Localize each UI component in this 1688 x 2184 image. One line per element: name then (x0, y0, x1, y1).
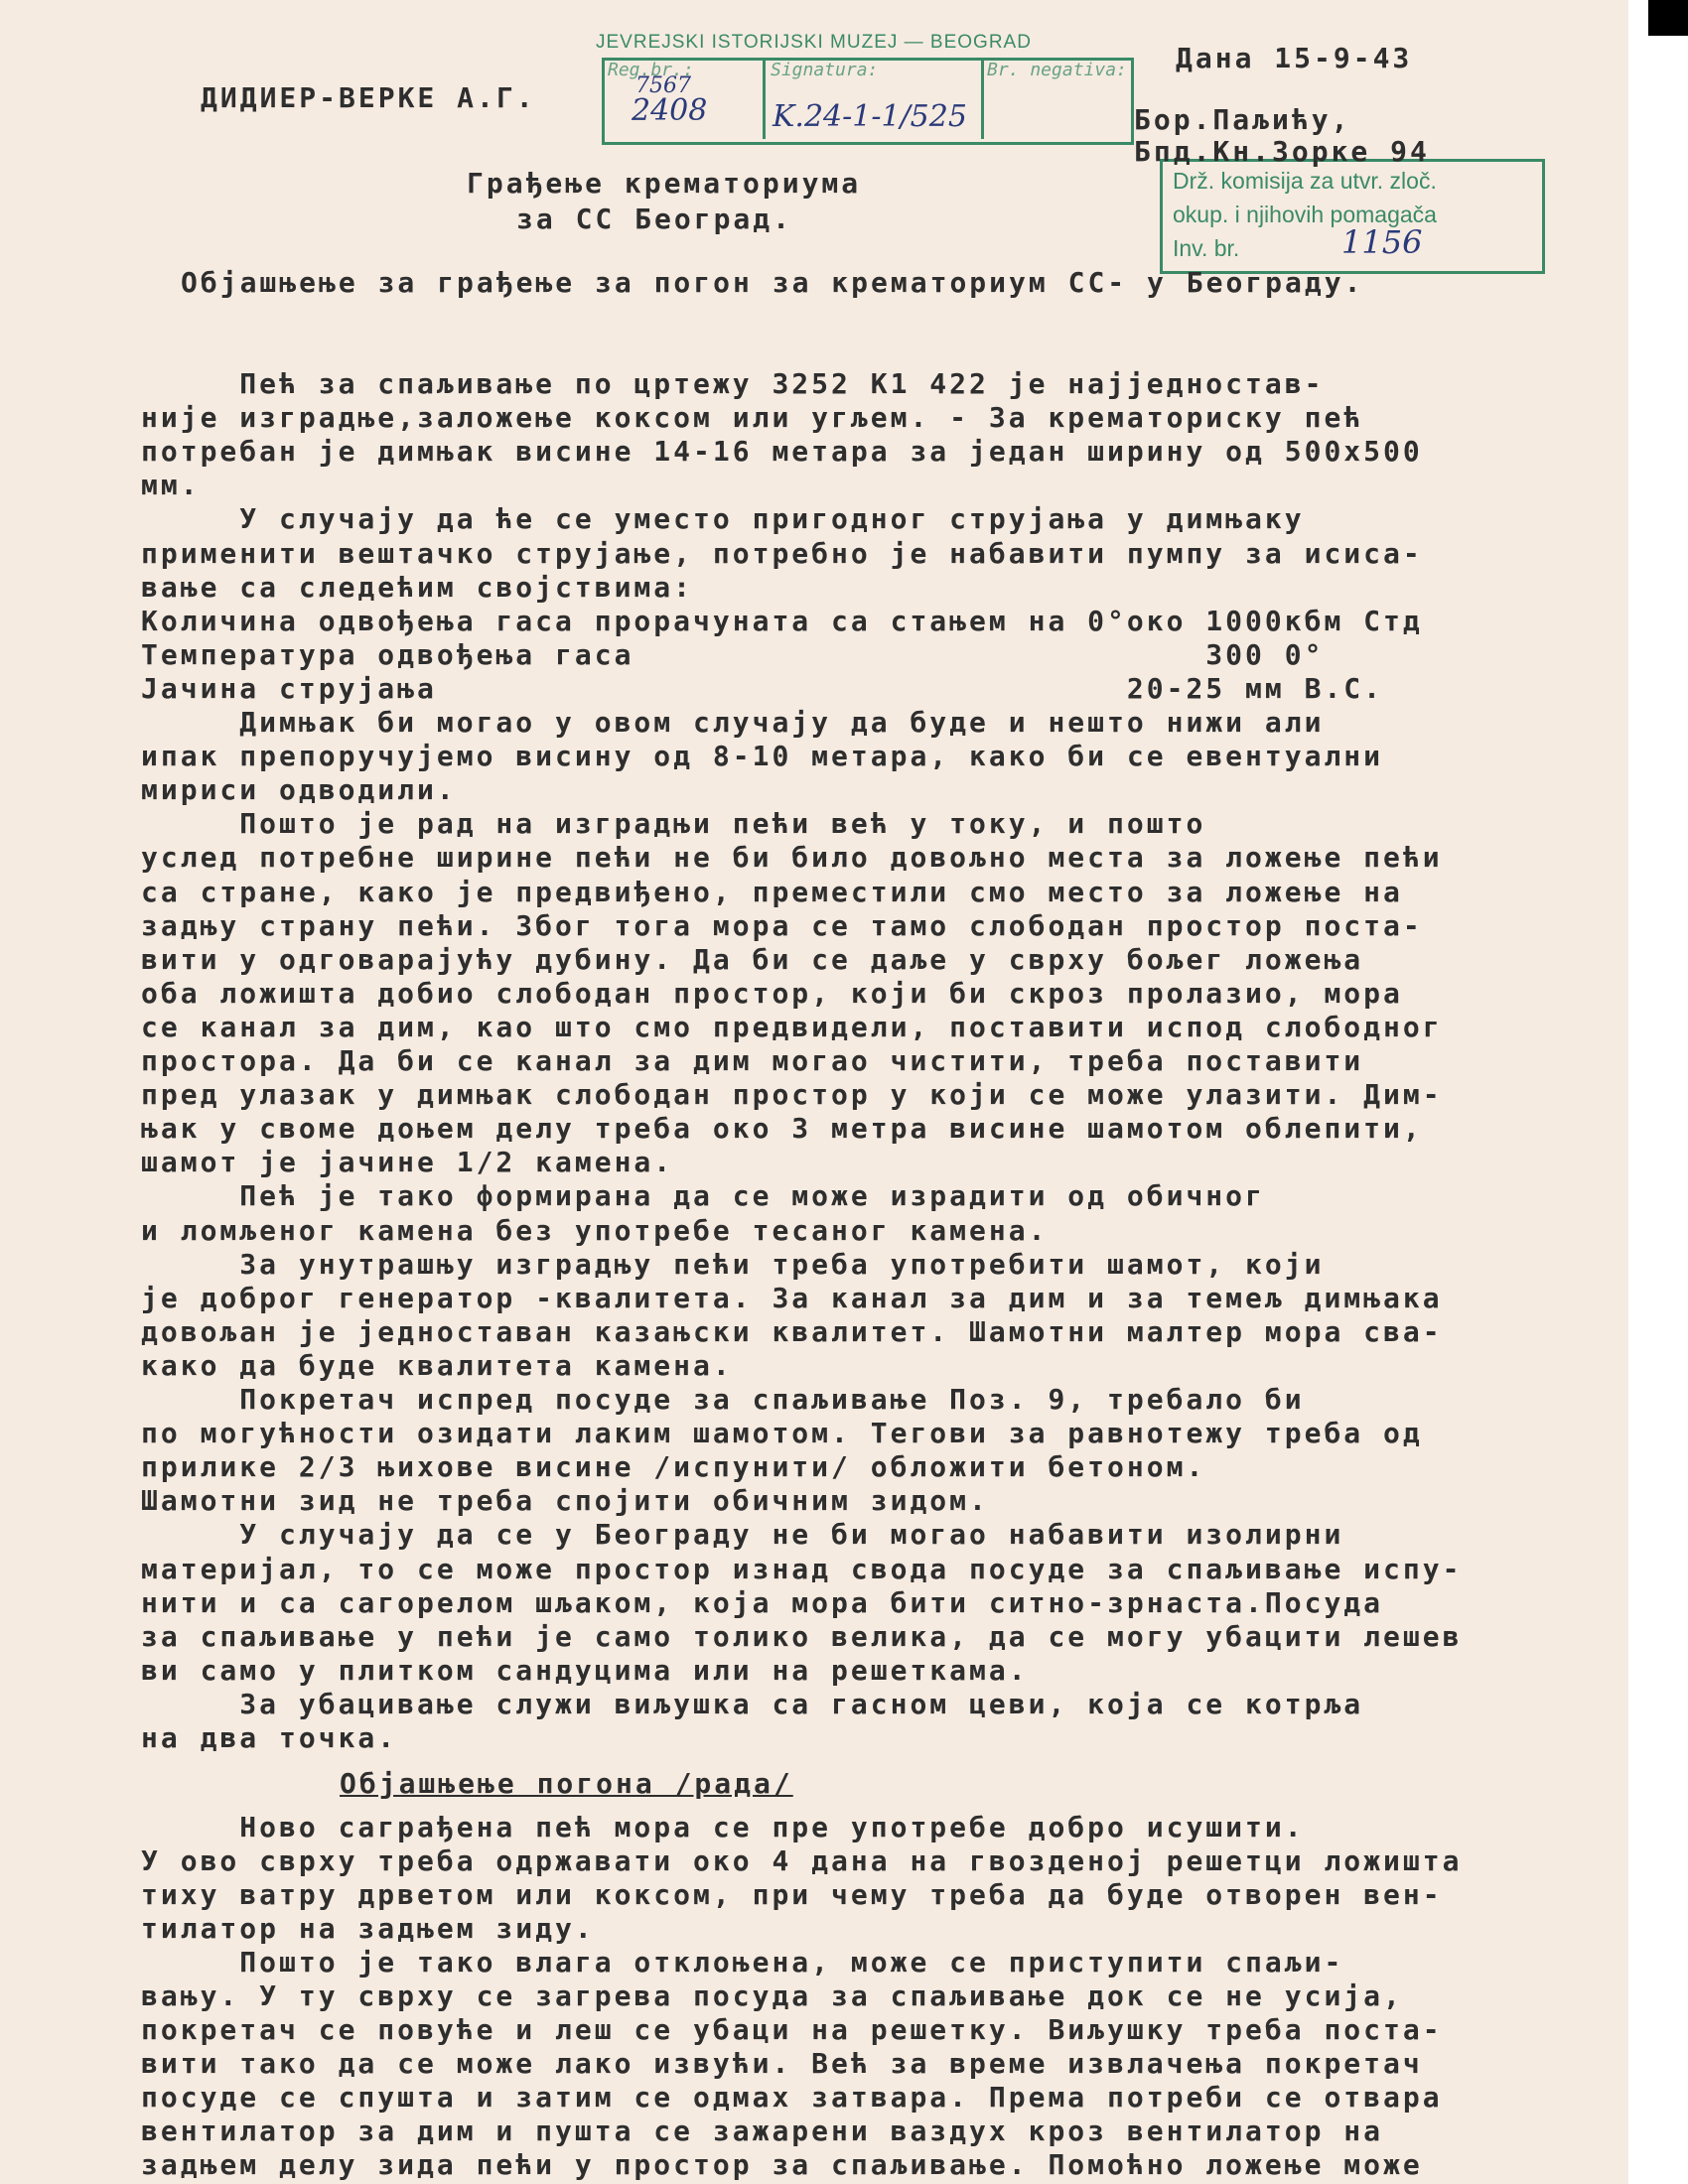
text-line: пред улазак у димњак слободан простор у који се може улазити. Дим- (141, 1078, 1443, 1112)
reg-value-2: 2408 (632, 93, 708, 128)
museum-stamp-divider-1 (763, 58, 766, 139)
text-line: довољан је једноставан казањски квалитет. Шамотни малтер мора сва- (141, 1314, 1443, 1348)
signatura-value: K.24-1-1/525 (773, 99, 967, 134)
commission-stamp-line2: okup. i njihovih pomagača (1173, 202, 1437, 227)
text-line: потребан је димњак висине 14-16 метара за један ширину од 500х500 (141, 435, 1423, 469)
text-line: Јачина струјања 20-25 мм В.С. (141, 671, 1384, 705)
text-line: услед потребне ширине пећи не би било довољно места за ложење пећи (141, 841, 1443, 875)
negative-label: Br. negativa: (987, 60, 1127, 80)
text-line: Димњак би могао у овом случају да буде и нешто нижи али (141, 706, 1325, 739)
commission-stamp (1160, 159, 1545, 274)
museum-stamp-divider-2 (981, 58, 984, 139)
text-line: се канал за дим, као што смо предвидели, поставити испод слободног (141, 1010, 1443, 1043)
text-line: Шамотни зид не треба спојити обичним зидом. (141, 1484, 989, 1518)
text-line: задњу страну пећи. Због тога мора се тамо слободан простор поста- (141, 908, 1423, 942)
text-line: како да буде квалитета камена. (141, 1348, 733, 1382)
text-line: ипак препоручујемо висину од 8-10 метара, како би се евентуални (141, 740, 1384, 773)
title-line-2: за СС Београд. (516, 203, 793, 235)
document-date: Дана 15-9-43 (1176, 42, 1413, 74)
text-line: ви само у плитком сандуцима или на решеткама. (141, 1653, 1029, 1687)
text-line: њак у своме доњем делу треба око 3 метра висине шамотом облепити, (141, 1112, 1423, 1146)
text-line: Покретач испред посуде за спаљивање Поз. 9, требало би (141, 1383, 1305, 1416)
text-line: Пећ је тако формирана да се може израдити од обичног (141, 1179, 1265, 1213)
text-line: прилике 2/3 њихове висине /испунити/ обложити бетоном. (141, 1450, 1206, 1484)
text-line: за спаљивање у пећи је само толико велика, да се могу убацити лешев (141, 1619, 1463, 1653)
text-line: У ово сврху треба одржавати око 4 дана на гвозденој решетци ложишта (141, 1844, 1463, 1877)
text-line: вање са следећим својствима: (141, 570, 694, 604)
text-line: мириси одводили. (141, 773, 457, 807)
signatura-label: Signatura: (771, 60, 879, 80)
commission-stamp-line3: Inv. br. (1173, 235, 1240, 261)
text-line: вентилатор за дим и пушта се зажарени ваздух кроз вентилатор на (141, 2115, 1384, 2147)
text-line: са стране, како је предвиђено, преместили смо место за ложење на (141, 875, 1403, 908)
text-line: задњем делу зида пећи у простор за спаљивање. Помоћно ложење може (141, 2148, 1423, 2181)
commission-inv-number: 1156 (1341, 223, 1423, 261)
text-line: Количина одвођења гаса прорачуната са стањем на 0°око 1000кбм Стд (141, 604, 1423, 637)
recipient-line-1: Бор.Паљићу, (1134, 103, 1351, 136)
text-line: вити тако да се може лако извући. Већ за време извлачења покретач (141, 2047, 1423, 2080)
title-line-1: Грађење крематориума (467, 167, 862, 200)
text-line: Пећ за спаљивање по цртежу 3252 К1 422 је најједностав- (141, 367, 1325, 400)
text-line: простора. Да би се канал за дим могао чистити, треба поставити (141, 1044, 1364, 1077)
text-line: нити и са сагорелом шљаком, која мора бити ситно-зрнаста.Посуда (141, 1585, 1384, 1619)
text-line: мм. (141, 469, 201, 502)
section-2-heading: Објашњење погона /рада/ (340, 1767, 793, 1800)
commission-stamp-line1: Drž. komisija za utvr. zloč. (1173, 168, 1437, 194)
text-line: је доброг генератор -квалитета. За канал за дим и за темељ димњака (141, 1281, 1443, 1314)
text-line: посуде се спушта и затим се одмах затвара. Према потреби се отвара (141, 2081, 1443, 2114)
text-line: Пошто је тако влага отклоњена, може се приступити спаљи- (141, 1946, 1344, 1979)
text-line: материјал, то се може простор изнад свода посуде за спаљивање испу- (141, 1552, 1463, 1585)
reg-label: Reg.br.: (608, 60, 694, 80)
document-subtitle: Објашњење за грађење за погон за крематориум СС- у Београду. (181, 266, 1364, 299)
reg-value-1: 7567 (635, 73, 691, 98)
text-line: У случају да ће се уместо пригодног струјања у димњаку (141, 502, 1305, 536)
text-line: За убацивање служи виљушка са гасном цеви, која се котрља (141, 1687, 1364, 1720)
text-line: по могућности озидати лаким шамотом. Тегови за равнотежу треба од (141, 1417, 1423, 1450)
text-line: и ломљеног камена без употребе тесаног камена. (141, 1213, 1049, 1247)
text-line: За унутрашњу изградњу пећи треба употребити шамот, који (141, 1247, 1325, 1281)
museum-stamp-title: JEVREJSKI ISTORIJSKI MUZEJ — BEOGRAD (596, 32, 1032, 53)
text-line: није изградње,заложење коксом или угљем. - За крематориску пећ (141, 401, 1364, 435)
text-line: применити вештачко струјање, потребно је набавити пумпу за исиса- (141, 536, 1423, 570)
text-line: У случају да се у Београду не би могао набавити изолирни (141, 1518, 1344, 1552)
recipient-line-2: Бпд.Кн.Зорке 94 (1134, 135, 1430, 168)
text-line: Температура одвођења гаса 300 0° (141, 637, 1325, 671)
text-line: тиху ватру дрветом или коксом, при чему треба да буде отворен вен- (141, 1878, 1443, 1911)
text-line: Пошто је рад на изградњи пећи већ у току, и пошто (141, 807, 1206, 841)
text-line: шамот је јачине 1/2 камена. (141, 1146, 674, 1179)
text-line: покретач се повуће и леш се убаци на решетку. Виљушку треба поста- (141, 2013, 1443, 2046)
company-name: ДИДИЕР-ВЕРКЕ А.Г. (201, 81, 536, 114)
text-line: вити у одговарајућу дубину. Да би се даље у сврху бољег ложења (141, 942, 1364, 976)
scan-edge (1648, 0, 1688, 36)
text-line: Ново саграђена пећ мора се пре употребе добро исушити. (141, 1811, 1305, 1843)
text-line: оба ложишта добио слободан простор, који би скроз пролазио, мора (141, 976, 1403, 1010)
text-line: тилатор на задњем зиду. (141, 1912, 595, 1945)
text-line: вању. У ту сврху се загрева посуда за спаљивање док се не усија, (141, 1979, 1403, 2012)
text-line: на два точка. (141, 1721, 398, 1754)
